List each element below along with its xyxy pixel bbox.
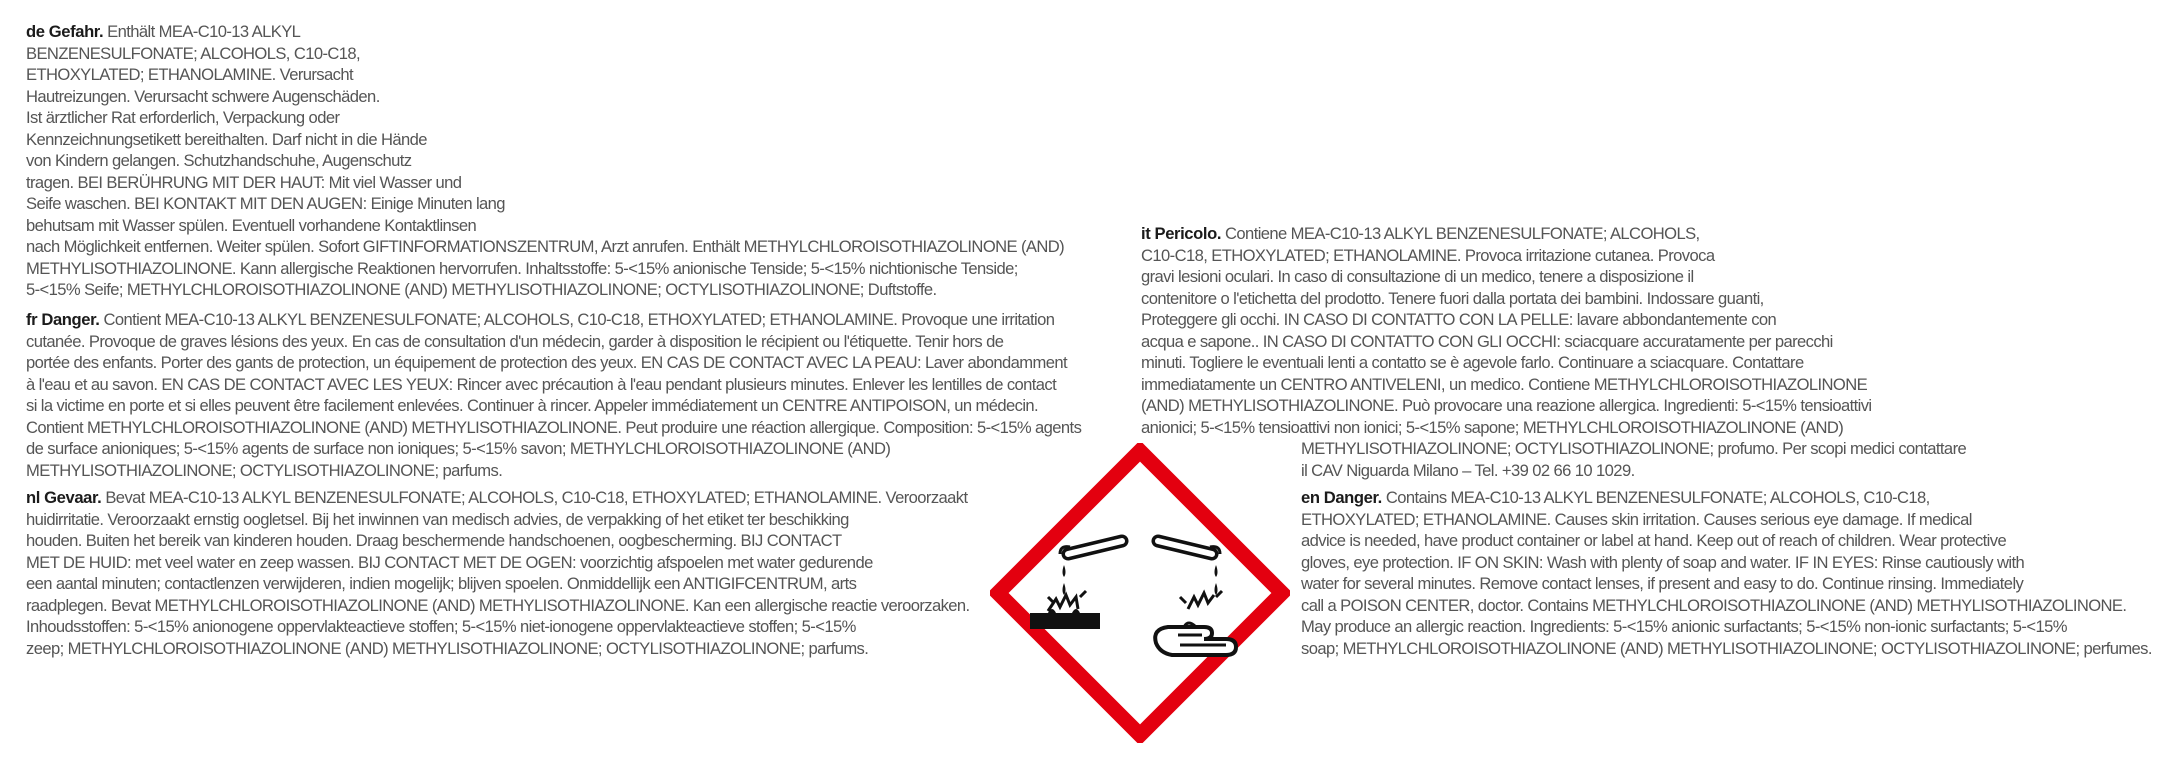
signal-word-en: en Danger.	[1301, 488, 1382, 507]
signal-word-it: it Pericolo.	[1141, 224, 1222, 243]
ghs05-corrosive-icon	[990, 443, 1290, 743]
warning-text-nl: nl Gevaar. Bevat MEA-C10-13 ALKYL BENZENESULFONATE; ALCOHOLS, C10-C18, ETHOXYLATED; ETHANOLAMINE. Veroorzaakt huidirritatie. Veroorzaakt ernstig oogletsel. Bij het inwinnen van medisch advies, de verpakking of het etiket ter beschikking houden. Buiten het bereik van kinderen houden. Draag beschermende handschoenen, oogbescherming. BIJ CONTACT MET DE HUID: met veel water en zeep wassen. BIJ CONTACT MET DE OGEN: voorzichtig afspoelen met water gedurende een aantal minuten; contactlenzen verwijderen, indien mogelijk; blijven spoelen. Onmiddellijk een ANTIGIFCENTRUM, arts raadplegen. Bevat METHYLCHLOROISOTHIAZOLINONE (AND) METHYLISOTHIAZOLINONE. Kan een allergische reactie veroorzaken. Inhoudsstoffen: 5-<15% anionogene oppervlakteactieve stoffen; 5-<15% niet-ionogene oppervlakteactieve stoffen; 5-<15% zeep; METHYLCHLOROISOTHIAZOLINONE (AND) METHYLISOTHIAZOLINONE; OCTYLISOTHIAZOLINONE; parfums.	[26, 488, 970, 658]
warning-text-fr: fr Danger. Contient MEA-C10-13 ALKYL BENZENESULFONATE; ALCOHOLS, C10-C18, ETHOXYLATED; ETHANOLAMINE. Provoque une irritation cutanée. Provoque de graves lésions des yeux. En cas de consultation d'un médecin, garder à disposition le récipient ou l'étiquette. Tenir hors de portée des enfants. Porter des gants de protection, un équipement de protection des yeux. EN CAS DE CONTACT AVEC LA PEAU: Laver abondamment à l'eau et au savon. EN CAS DE CONTACT AVEC LES YEUX: Rincer avec précaution à l'eau pendant plusieurs minutes. Enlever les lentilles de contact si la victime en porte et si elles peuvent être facilement enlevées. Continuer à rincer. Appeler immédiatement un CENTRE ANTIPOISON, un médecin. Contient METHYLCHLOROISOTHIAZOLINONE (AND) METHYLISOTHIAZOLINONE. Peut produire une réaction allergique. Composition: 5-<15% agents de surface anioniques; 5-<15% agents de surface non ioniques; 5-<15% savon; METHYLCHLOROISOTHIAZOLINONE (AND) METHYLISOTHIAZOLINONE; OCTYLISOTHIAZOLINONE; parfums.	[26, 310, 1082, 480]
signal-word-de: de Gefahr.	[26, 22, 104, 41]
signal-word-fr: fr Danger.	[26, 310, 100, 329]
warning-text-de: de Gefahr. Enthält MEA-C10-13 ALKYL BENZENESULFONATE; ALCOHOLS, C10-C18, ETHOXYLATED; ETHANOLAMINE. Verursacht Hautreizungen. Verursacht schwere Augenschäden. Ist ärztlicher Rat erforderlich, Verpackung oder Kennzeichnungsetikett bereithalten. Darf nicht in die Hände von Kindern gelangen. Schutzhandschuhe, Augenschutz tragen. BEI BERÜHRUNG MIT DER HAUT: Mit viel Wasser und Seife waschen. BEI KONTAKT MIT DEN AUGEN: Einige Minuten lang behutsam mit Wasser spülen. Eventuell vorhandene Kontaktlinsen nach Möglichkeit entfernen. Weiter spülen. Sofort GIFTINFORMATIONSZENTRUM, Arzt anrufen. Enthält METHYLCHLOROISOTHIAZOLINONE (AND) METHYLISOTHIAZOLINONE. Kann allergische Reaktionen hervorrufen. Inhaltsstoffe: 5-<15% anionische Tenside; 5-<15% nichtionische Tenside; 5-<15% Seife; METHYLCHLOROISOTHIAZOLINONE (AND) METHYLISOTHIAZOLINONE; OCTYLISOTHIAZOLINONE; Duftstoffe.	[26, 22, 1065, 299]
warning-text-it: it Pericolo. Contiene MEA-C10-13 ALKYL BENZENESULFONATE; ALCOHOLS, C10-C18, ETHOXYLATED; ETHANOLAMINE. Provoca irritazione cutanea. Provoca gravi lesioni oculari. In caso di consultazione di un medico, tenere a disposizione il contenitore o l'etichetta del prodotto. Tenere fuori dalla portata dei bambini. Indossare guanti, Proteggere gli occhi. IN CASO DI CONTATTO CON LA PELLE: lavare abbondantemente con acqua e sapone.. IN CASO DI CONTATTO CON GLI OCCHI: sciacquare accuratamente per parecchi minuti. Togliere le eventuali lenti a contatto se è agevole farlo. Continuare a sciacquare. Contattare immediatamente un CENTRO ANTIVELENI, un medico. Contiene METHYLCHLOROISOTHIAZOLINONE (AND) METHYLISOTHIAZOLINONE. Può provocare una reazione allergica. Ingredienti: 5-<15% tensioattivi anionici; 5-<15% tensioattivi non ionici; 5-<15% sapone; METHYLCHLOROISOTHIAZOLINONE (AND) METHYLISOTHIAZOLINONE; OCTYLISOTHIAZOLINONE; profumo. Per scopi medici contattare il CAV Niguarda Milano – Tel. +39 02 66 10 1029.	[1141, 224, 1967, 480]
signal-word-nl: nl Gevaar.	[26, 488, 102, 507]
warning-text-en: en Danger. Contains MEA-C10-13 ALKYL BENZENESULFONATE; ALCOHOLS, C10-C18, ETHOXYLATED; ETHANOLAMINE. Causes skin irritation. Causes serious eye damage. If medical advice is needed, have product container or label at hand. Keep out of reach of children. Wear protective gloves, eye protection. IF ON SKIN: Wash with plenty of soap and water. IF IN EYES: Rinse cautiously with water for several minutes. Remove contact lenses, if present and easy to do. Continue rinsing. Immediately call a POISON CENTER, doctor. Contains METHYLCHLOROISOTHIAZOLINONE (AND) METHYLISOTHIAZOLINONE. May produce an allergic reaction. Ingredients: 5-<15% anionic surfactants; 5-<15% non-ionic surfactants; 5-<15% soap; METHYLCHLOROISOTHIAZOLINONE (AND) METHYLISOTHIAZOLINONE; OCTYLISOTHIAZOLINONE; perfumes.	[1301, 488, 2152, 658]
